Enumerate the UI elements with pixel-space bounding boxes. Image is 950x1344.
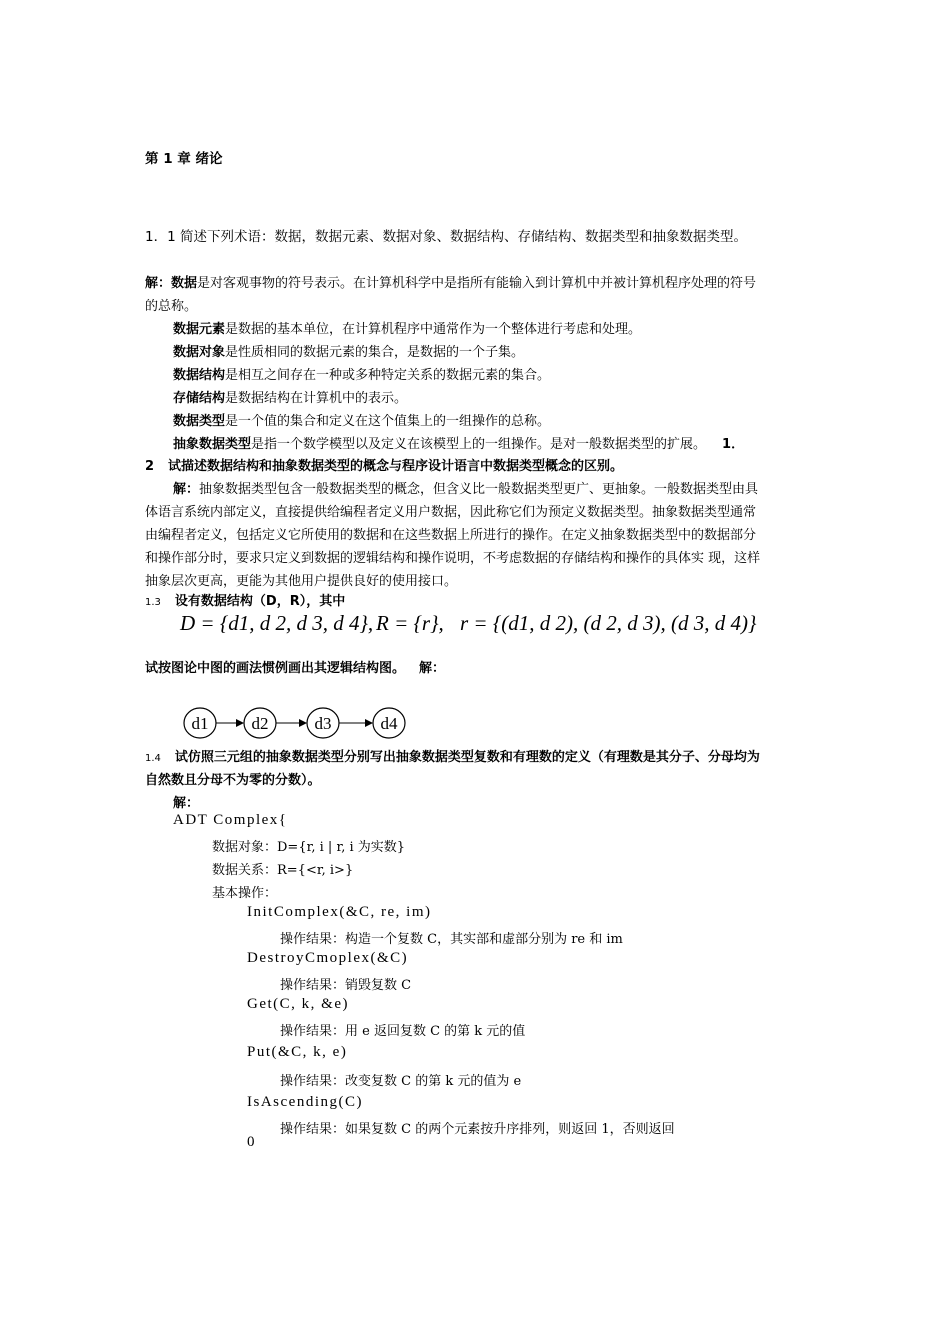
question-1-4 bbox=[145, 746, 760, 765]
term-def: 是一个值的集合和定义在这个值集上的一组操作的总称。 bbox=[225, 414, 551, 429]
op-signature: DestroyCmoplex(&C) bbox=[247, 950, 409, 966]
term-row bbox=[173, 364, 550, 383]
term: 数据结构 bbox=[173, 368, 226, 383]
term-row bbox=[173, 318, 641, 337]
node-d2-label: d2 bbox=[251, 714, 269, 733]
question-number: 1.3 bbox=[145, 597, 161, 608]
answer-label: 解： bbox=[419, 661, 446, 676]
answer-1-2-line: 抽象层次更高，更能为其他用户提供良好的使用接口。 bbox=[145, 574, 458, 589]
op-signature: InitComplex(&C, re, im) bbox=[247, 904, 432, 920]
term-def: 是数据结构在计算机中的表示。 bbox=[225, 391, 408, 406]
answer-1-2-line: 体语言系统内部定义，直接提供给编程者定义用户数据，因此称它们为预定义数据类型。抽象数据类型通常 bbox=[145, 505, 757, 520]
term-def: 是指一个数学模型以及定义在该模型上的一组操作。是对一般数据类型的扩展。 bbox=[251, 437, 707, 452]
op-signature: IsAscending(C) bbox=[247, 1094, 363, 1110]
term: 数据元素 bbox=[173, 322, 226, 337]
chapter-title: 第 1 章 绪论 bbox=[145, 151, 223, 167]
question-text: 设有数据结构（D，R），其中 bbox=[174, 594, 346, 609]
term-row bbox=[173, 410, 550, 429]
answer-1-2-line: 由编程者定义，包括定义它所使用的数据和在这些数据上所进行的操作。在定义抽象数据类型中的数据部分 bbox=[145, 528, 757, 543]
term: 数据对象 bbox=[173, 345, 226, 360]
op-result: 操作结果：改变复数 C 的第 k 元的值为 e bbox=[280, 1074, 522, 1089]
question-number: 2 bbox=[145, 459, 155, 474]
op-result: 操作结果：用 e 返回复数 C 的第 k 元的值 bbox=[280, 1024, 526, 1039]
term-def: 是性质相同的数据元素的集合，是数据的一个子集。 bbox=[225, 345, 525, 360]
term: 存储结构 bbox=[173, 391, 226, 406]
formula-R: R = {r}, bbox=[376, 611, 444, 635]
op-result: 操作结果：构造一个复数 C，其实部和虚部分别为 re 和 im bbox=[280, 932, 623, 947]
question-1-3 bbox=[145, 590, 345, 609]
trailing-number: 1． bbox=[722, 437, 745, 452]
answer-label: 解： bbox=[145, 276, 172, 291]
formula-D: D = {d1, d 2, d 3, d 4}, bbox=[180, 611, 374, 635]
question-text: 试描述数据结构和抽象数据类型的概念与程序设计语言中数据类型概念的区别。 bbox=[168, 459, 624, 474]
term-data-def: 是对客观事物的符号表示。在计算机科学中是指所有能输入到计算机中并被计算机程序处理的符号 bbox=[197, 276, 757, 291]
answer-1-1-line2: 的总称。 bbox=[145, 299, 198, 314]
op-result: 操作结果：如果复数 C 的两个元素按升序排列，则返回 1，否则返回 bbox=[280, 1122, 675, 1137]
formula-r: r = {(d1, d 2), (d 2, d 3), (d 3, d 4)} bbox=[460, 611, 757, 635]
op-signature: Get(C, k, &e) bbox=[247, 996, 349, 1012]
adt-header: ADT Complex{ bbox=[173, 812, 288, 828]
question-number: 1.4 bbox=[145, 753, 161, 764]
term-def: 是相互之间存在一种或多种特定关系的数据元素的集合。 bbox=[225, 368, 551, 383]
term-row bbox=[173, 341, 524, 360]
term-row bbox=[173, 433, 744, 452]
data-relation: 数据关系：R={<r, i>} bbox=[212, 863, 354, 878]
data-object: 数据对象：D={r, i | r, i 为实数} bbox=[212, 840, 406, 855]
basic-operations: 基本操作： bbox=[212, 886, 278, 901]
answer-1-2-line bbox=[173, 478, 758, 497]
answer-1-1-line1 bbox=[145, 272, 756, 291]
term: 数据类型 bbox=[173, 414, 226, 429]
instruction-1-3 bbox=[145, 657, 445, 676]
op-result: 操作结果：销毁复数 C bbox=[280, 978, 412, 993]
answer-label: 解： bbox=[173, 482, 200, 497]
node-d4-label: d4 bbox=[380, 714, 398, 733]
question-1-2 bbox=[145, 455, 623, 474]
question-text: 试仿照三元组的抽象数据类型分别写出抽象数据类型复数和有理数的定义（有理数是其分子、分母均为 bbox=[174, 750, 760, 765]
node-d1-label: d1 bbox=[191, 714, 209, 733]
op-signature: Put(&C, k, e) bbox=[247, 1044, 348, 1060]
term: 抽象数据类型 bbox=[173, 437, 252, 452]
term-def: 是数据的基本单位，在计算机程序中通常作为一个整体进行考虑和处理。 bbox=[225, 322, 642, 337]
answer-label: 解： bbox=[173, 796, 200, 811]
trailing-zero: 0 bbox=[247, 1134, 256, 1150]
answer-text: 抽象数据类型包含一般数据类型的概念，但含义比一般数据类型更广、更抽象。一般数据类型由具 bbox=[199, 482, 759, 497]
answer-1-2-line: 和操作部分时，要求只定义到数据的逻辑结构和操作说明，不考虑数据的存储结构和操作的具体实 现，这样 bbox=[145, 551, 761, 566]
logic-structure-diagram bbox=[178, 700, 418, 746]
question-1-1: 1．1 简述下列术语：数据，数据元素、数据对象、数据结构、存储结构、数据类型和抽象数据类型。 bbox=[145, 229, 747, 245]
node-d3-label: d3 bbox=[314, 714, 332, 733]
instruction-text: 试按图论中图的画法惯例画出其逻辑结构图。 bbox=[145, 661, 406, 676]
term-row bbox=[173, 387, 407, 406]
term-data: 数据 bbox=[171, 276, 198, 291]
question-1-4-line2: 自然数且分母不为零的分数）。 bbox=[145, 773, 321, 788]
